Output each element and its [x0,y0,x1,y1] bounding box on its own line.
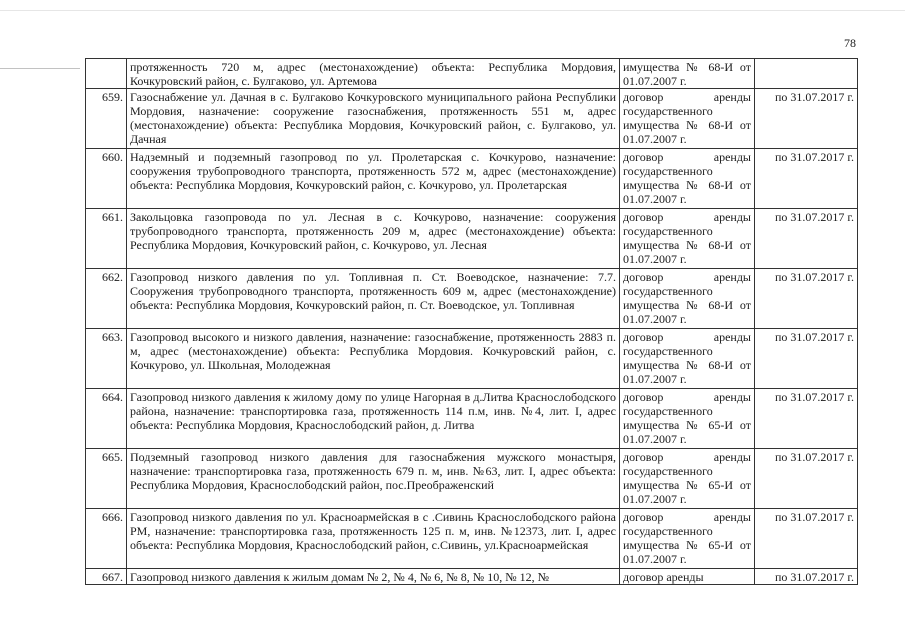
lease-basis: договор аренды государственного имущества № 68-И от 01.07.2007 г. [620,149,755,209]
table-row [86,449,858,509]
lease-term: по 31.07.2017 г. [755,449,858,509]
scan-artifact-left [0,68,80,69]
lease-basis: договор аренды [620,569,755,585]
lease-term [755,59,858,89]
row-number: 660. [86,149,127,209]
lease-basis: договор аренды государственного имущества № 65-И от 01.07.2007 г. [620,509,755,569]
table-row [86,209,858,269]
object-description: Закольцовка газопровода по ул. Лесная в с. Кочкурово, назначение: сооружения трубопроводного транспорта, протяженность 209 м, адрес (местонахождение) объекта: Республика Мордовия, Кочкуровский район, с. Кочкурово, ул. Лесная [127,209,620,269]
lease-basis: договор аренды государственного имущества № 68-И от 01.07.2007 г. [620,209,755,269]
page-number: 78 [844,36,856,50]
lease-term: по 31.07.2017 г. [755,509,858,569]
object-description: Газоснабжение ул. Дачная в с. Булгаково Кочкуровского муниципального района Республики Мордовия, назначение: сооружение газоснабжения, протяженность 551 м, адрес (местонахождение) объекта: Республика Мордовия, Кочкуровский район, с. Булгаково, ул. Дачная [127,89,620,149]
lease-term: по 31.07.2017 г. [755,329,858,389]
table-row [86,569,858,585]
object-description: протяженность 720 м, адрес (местонахождение) объекта: Республика Мордовия, Кочкуровский район, с. Булгаково, ул. Артемова [127,59,620,89]
object-description: Подземный газопровод низкого давления для газоснабжения мужского монастыря, назначение: транспортировка газа, протяженность 679 п. м, инв. №63, лит. I, адрес объекта: Республика Мордовия, Краснослободский район, пос.Преображенский [127,449,620,509]
table-row [86,329,858,389]
table-row [86,509,858,569]
object-description: Газопровод низкого давления по ул. Топливная п. Ст. Воеводское, назначение: 7.7. Сооружения трубопроводного транспорта, протяженность 609 м, адрес (местонахождение) объекта: Республика Мордовия, Кочкуровский район, п. Ст. Воеводское, ул. Топливная [127,269,620,329]
table-row [86,59,858,89]
row-number: 667. [86,569,127,585]
object-description: Газопровод низкого давления по ул. Красноармейская в с .Сивинь Краснослободского района РМ, назначение: транспортировка газа, протяженность 125 п. м, инв. №12373, лит. I, адрес объекта: Республика Мордовия, Краснослободский район, с.Сивинь, ул.Красноармейская [127,509,620,569]
lease-term: по 31.07.2017 г. [755,569,858,585]
scan-artifact-top [0,10,905,11]
table-row [86,269,858,329]
row-number: 666. [86,509,127,569]
row-number: 664. [86,389,127,449]
object-description: Надземный и подземный газопровод по ул. Пролетарская с. Кочкурово, назначение: сооружения трубопроводного транспорта, протяженность 572 м, адрес (местонахождение) объекта: Республика Мордовия, Кочкуровский район, с. Кочкурово, ул. Пролетарская [127,149,620,209]
object-description: Газопровод высокого и низкого давления, назначение: газоснабжение, протяженность 2883 п. м, адрес (местонахождение) объекта: Республика Мордовия. Кочкуровский район, с. Кочкурово, ул. Школьная, Молодежная [127,329,620,389]
table-row [86,89,858,149]
table-row [86,389,858,449]
row-number: 661. [86,209,127,269]
row-number: 659. [86,89,127,149]
table-row [86,149,858,209]
row-number: 663. [86,329,127,389]
lease-term: по 31.07.2017 г. [755,389,858,449]
row-number: 665. [86,449,127,509]
lease-basis: имущества № 68-И от 01.07.2007 г. [620,59,755,89]
row-number [86,59,127,89]
property-registry-table [85,58,858,585]
row-number: 662. [86,269,127,329]
lease-basis: договор аренды государственного имущества № 65-И от 01.07.2007 г. [620,449,755,509]
lease-basis: договор аренды государственного имущества № 68-И от 01.07.2007 г. [620,269,755,329]
lease-term: по 31.07.2017 г. [755,149,858,209]
lease-term: по 31.07.2017 г. [755,269,858,329]
object-description: Газопровод низкого давления к жилым домам № 2, № 4, № 6, № 8, № 10, № 12, № [127,569,620,585]
object-description: Газопровод низкого давления к жилому дому по улице Нагорная в д.Литва Краснослободского района, назначение: транспортировка газа, протяженность 114 п.м, инв. №4, лит. I, адрес объекта: Республика Мордовия, Краснослободский район, д. Литва [127,389,620,449]
lease-basis: договор аренды государственного имущества № 65-И от 01.07.2007 г. [620,389,755,449]
lease-basis: договор аренды государственного имущества № 68-И от 01.07.2007 г. [620,89,755,149]
lease-term: по 31.07.2017 г. [755,209,858,269]
lease-term: по 31.07.2017 г. [755,89,858,149]
lease-basis: договор аренды государственного имущества № 68-И от 01.07.2007 г. [620,329,755,389]
